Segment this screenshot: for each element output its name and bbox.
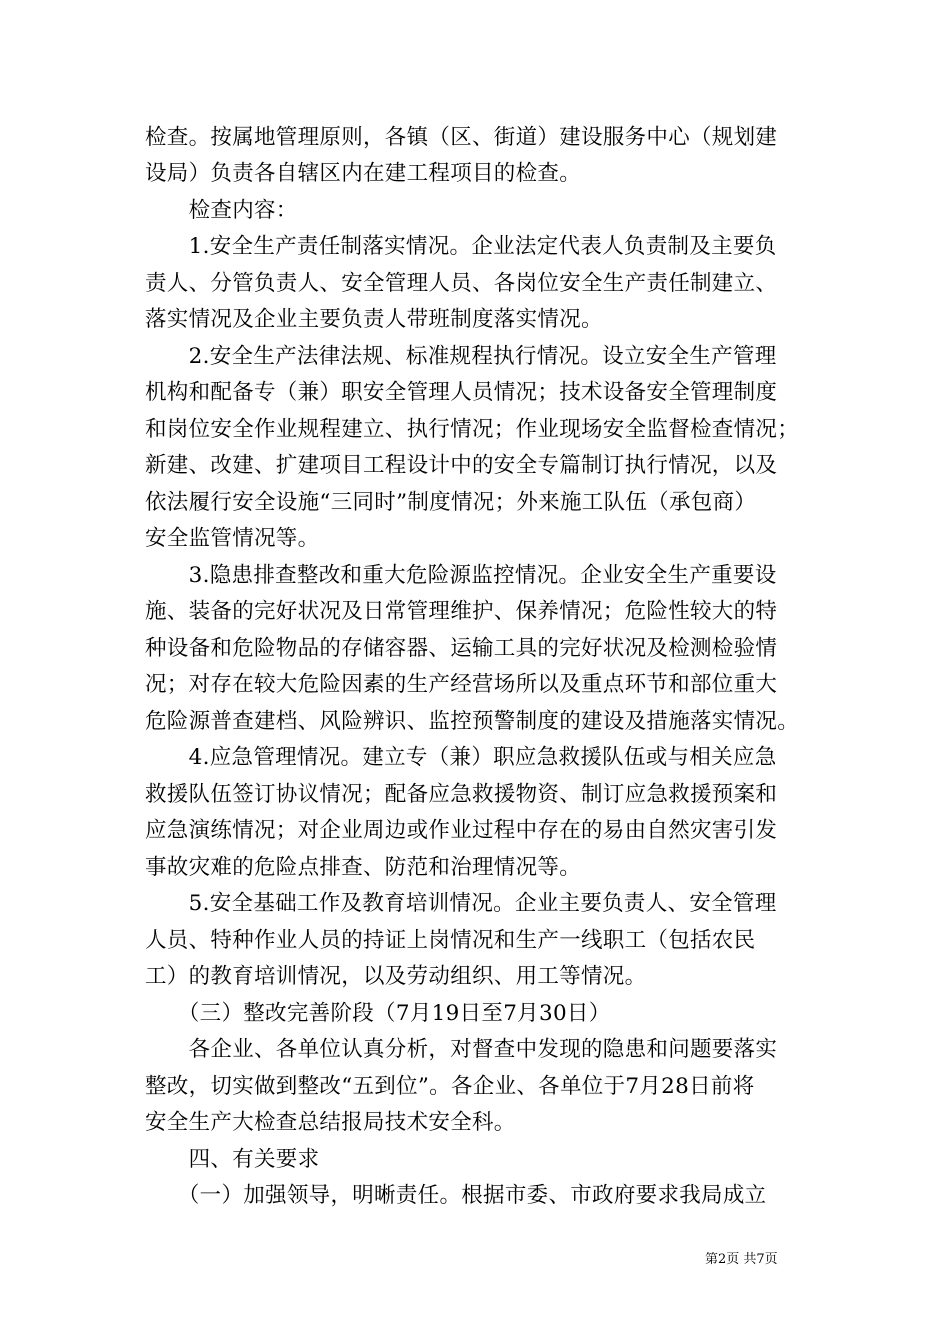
- body-line: 事故灾难的危险点排查、防范和治理情况等。: [145, 855, 582, 880]
- body-line: 安全监管情况等。: [145, 526, 320, 551]
- body-line: 检查内容：: [145, 198, 298, 223]
- body-line: 检查。按属地管理原则，各镇（区、街道）建设服务中心（规划建: [145, 125, 778, 150]
- body-line: 危险源普查建档、风险辨识、监控预警制度的建设及措施落实情况。: [145, 709, 800, 734]
- body-line: 施、装备的完好状况及日常管理维护、保养情况；危险性较大的特: [145, 599, 778, 624]
- body-line: 5.安全基础工作及教育培训情况。企业主要负责人、安全管理: [145, 891, 777, 916]
- body-line: 整改，切实做到整改“五到位”。各企业、各单位于7月28日前将: [145, 1074, 755, 1099]
- body-line: 3.隐患排查整改和重大危险源监控情况。企业安全生产重要设: [145, 563, 777, 588]
- section-heading: （三）整改完善阶段（7月19日至7月30日）: [145, 1001, 611, 1026]
- body-line: 设局）负责各自辖区内在建工程项目的检查。: [145, 161, 582, 186]
- body-line: 新建、改建、扩建项目工程设计中的安全专篇制订执行情况，以及: [145, 453, 778, 478]
- body-line: 人员、特种作业人员的持证上岗情况和生产一线职工（包括农民: [145, 928, 756, 953]
- body-line: 4.应急管理情况。建立专（兼）职应急救援队伍或与相关应急: [145, 745, 777, 770]
- body-line: 责人、分管负责人、安全管理人员、各岗位安全生产责任制建立、: [145, 271, 778, 296]
- body-line: （一）加强领导，明晰责任。根据市委、市政府要求我局成立: [145, 1183, 767, 1208]
- body-line: 2.安全生产法律法规、标准规程执行情况。设立安全生产管理: [145, 344, 777, 369]
- body-line: 工）的教育培训情况，以及劳动组织、用工等情况。: [145, 964, 647, 989]
- body-line: 安全生产大检查总结报局技术安全科。: [145, 1110, 516, 1135]
- page-number: 第2页 共7页: [705, 1252, 778, 1267]
- body-line: 救援队伍签订协议情况；配备应急救援物资、制订应急救援预案和: [145, 782, 778, 807]
- body-line: 落实情况及企业主要负责人带班制度落实情况。: [145, 307, 603, 332]
- body-line: 应急演练情况；对企业周边或作业过程中存在的易由自然灾害引发: [145, 818, 778, 843]
- section-heading: 四、有关要求: [145, 1147, 320, 1172]
- body-line: 各企业、各单位认真分析，对督查中发现的隐患和问题要落实: [145, 1037, 778, 1062]
- body-line: 况；对存在较大危险因素的生产经营场所以及重点环节和部位重大: [145, 672, 778, 697]
- body-line: 1.安全生产责任制落实情况。企业法定代表人负责制及主要负: [145, 234, 777, 259]
- body-line: 和岗位安全作业规程建立、执行情况；作业现场安全监督检查情况；: [145, 417, 800, 442]
- body-line: 依法履行安全设施“三同时”制度情况；外来施工队伍（承包商）: [145, 490, 757, 515]
- body-line: 机构和配备专（兼）职安全管理人员情况；技术设备安全管理制度: [145, 380, 778, 405]
- body-line: 种设备和危险物品的存储容器、运输工具的完好状况及检测检验情: [145, 636, 778, 661]
